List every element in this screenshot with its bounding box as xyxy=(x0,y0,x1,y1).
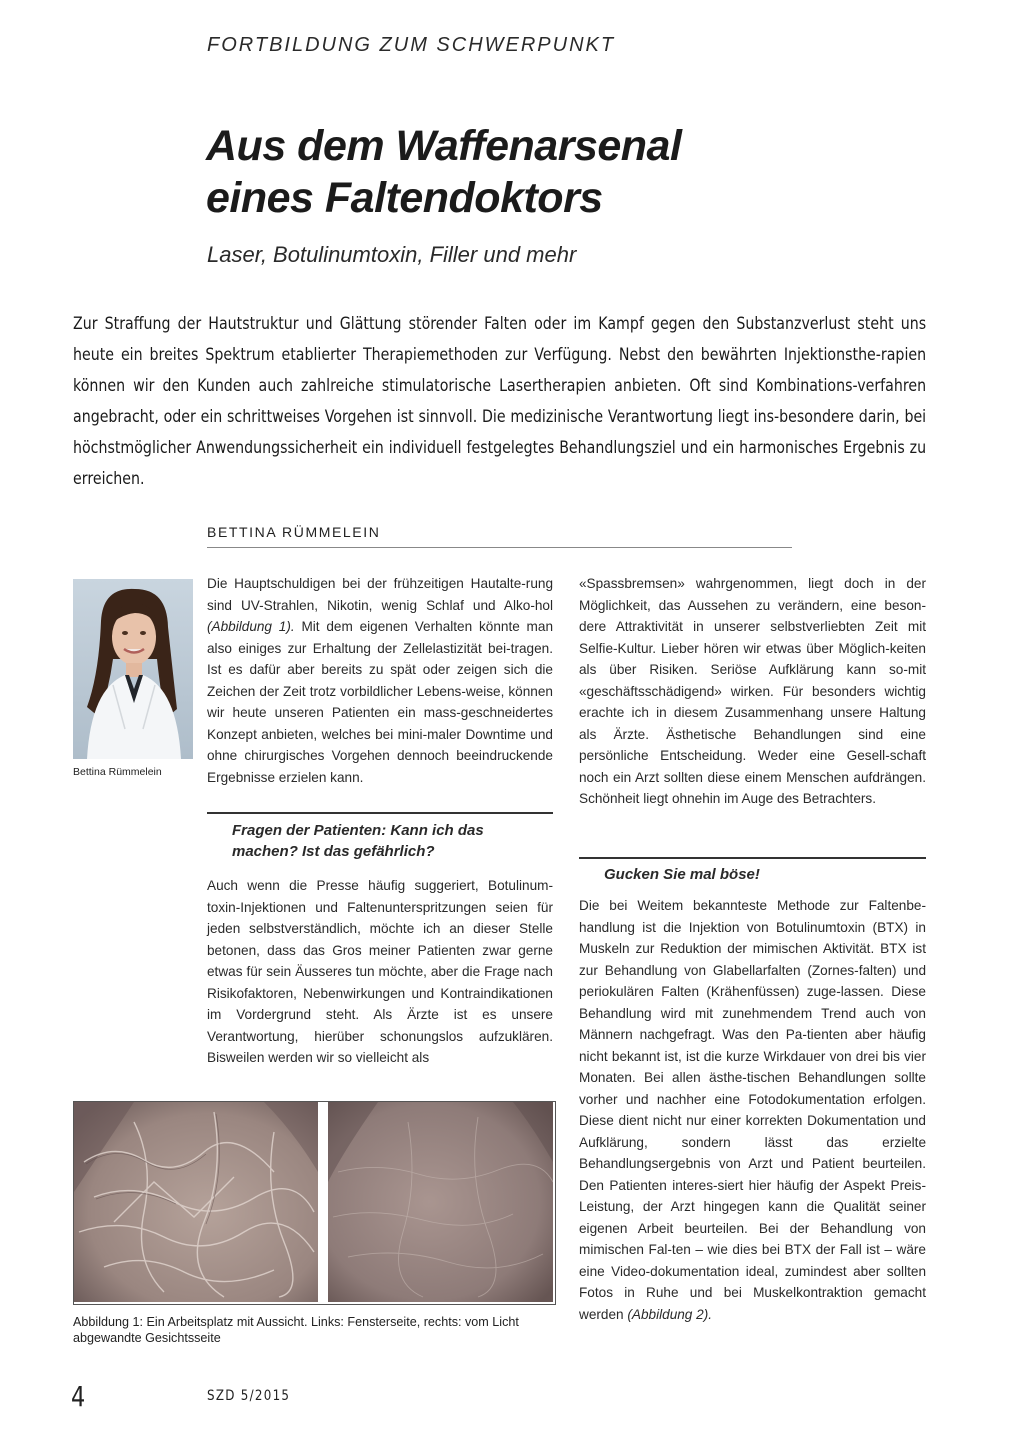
skin-texture-shaded-side-image xyxy=(328,1102,553,1302)
intro-paragraph xyxy=(207,573,553,788)
section-rule-1 xyxy=(207,812,553,814)
section-kicker: FORTBILDUNG ZUM SCHWERPUNKT xyxy=(207,34,616,56)
figure-1-right-skin-photo xyxy=(328,1102,553,1302)
column2-section xyxy=(579,895,926,1325)
column1-intro xyxy=(207,573,553,788)
byline-divider xyxy=(207,547,792,548)
article-title-line1: Aus dem Waffenarsenal xyxy=(206,122,682,170)
lead-paragraph: Zur Straffung der Hautstruktur und Glättung störender Falten oder im Kampf gegen den Substanzverlust steht uns heute ein breites Spektrum etablierter Therapiemethoden zur Verfügung. Nebst den bewährten Injektionsthe-rapien können wir den Kunden auch zahlreiche stimulatorische Lasertherapien anbieten. Oft sind Kombinations-verfahren angebracht, oder ein schrittweises Vorgehen ist sinnvoll. Die medizinische Verantwortung liegt ins-besondere darin, bei höchstmöglicher Anwendungssicherheit ein individuell festgelegtes Behandlungsziel und ein harmonisches Ergebnis zu erreichen. xyxy=(73,314,927,488)
column2-intro: «Spassbremsen» wahrgenommen, liegt doch in der Möglichkeit, das Aussehen zu verändern, eine beson-dere Attraktivität in unserer selbstverliebten Zeit mit Selfie-Kultur. Lieber hören wir etwas über Möglich-keiten als über Risiken. Seriöse Aufklärung kann so-mit «geschäftsschädigend» wirken. Für besonders wichtig erachte ich in diesem Zusammenhang unsere Haltung als Ärzte. Ästhetische Behandlungen sind eine persönliche Entscheidung. Weder eine Gesell-schaft noch ein Arzt sollten diese einem Menschen aufdrängen. Schönheit liegt ohnehin im Auge des Betrachters. xyxy=(579,576,926,806)
article-subtitle: Laser, Botulinumtoxin, Filler und mehr xyxy=(207,242,577,267)
page-number: 4 xyxy=(71,1380,86,1413)
author-photo xyxy=(73,579,193,759)
figure1-reference: (Abbildung 1). xyxy=(207,619,295,634)
skin-texture-window-side-image xyxy=(74,1102,318,1302)
subheading-frown: Gucken Sie mal böse! xyxy=(604,866,760,883)
author-portrait-image xyxy=(73,579,193,759)
column1-section: Auch wenn die Presse häufig suggeriert, Botulinum-toxin-Injektionen und Faltenunterspritzungen seien für jeden selbstverständlich, möchte ich an dieser Stelle betonen, dass das Gros meiner Patienten zwar gerne etwas für sein Äusseres tun möchte, aber die Frage nach Risikofaktoren, Nebenwirkungen und Kontraindikationen im Vordergrund steht. Als Ärzte ist es unsere Verantwortung, hierüber schonungslos aufzuklären. Bisweilen werden wir so vielleicht als xyxy=(207,878,553,1065)
subheading-patient-questions: Fragen der Patienten: Kann ich das machen? Ist das gefährlich? xyxy=(232,822,484,860)
section-rule-2 xyxy=(579,857,926,859)
intro-text-before: Die Hauptschuldigen bei der frühzeitigen Hautalte-rung sind UV-Strahlen, Nikotin, wenig Schlaf und Alko-hol xyxy=(207,576,553,613)
author-photo-caption: Bettina Rümmelein xyxy=(73,766,162,778)
article-title xyxy=(206,120,826,224)
journal-issue: SZD 5/2015 xyxy=(207,1388,291,1404)
author-byline: BETTINA RÜMMELEIN xyxy=(207,524,381,540)
btx-paragraph xyxy=(579,895,926,1325)
figure2-reference: (Abbildung 2). xyxy=(627,1306,713,1322)
figure-1-left-skin-photo xyxy=(74,1102,318,1302)
article-title-line2: eines Faltendoktors xyxy=(206,174,603,222)
intro-text-after: Mit dem eigenen Verhalten könnte man also einiges zur Erhaltung der Zellelastizität bei-tragen. Ist es dafür aber bereits zu spät oder zeigen sich die Zeichen der Zeit trotz vorbildlicher Lebens-weise, können wir heute unseren Patienten ein mass-geschneidertes Konzept anbieten, welches bei mini-maler Downtime und ohne chirurgisches Vorgehen dennoch beeindruckende Ergebnisse erzielen kann. xyxy=(207,619,554,785)
btx-text: Die bei Weitem bekannteste Methode zur Faltenbe-handlung ist die Injektion von Botulinumtoxin (BTX) in Muskeln zur Reduktion der mimischen Aktivität. BTX ist zur Behandlung von Glabellarfalten (Zornes-falten) und periokulären Falten (Krähenfüssen) zuge-lassen. Diese Behandlung wird mit zunehmendem Trend auch von Männern nachgefragt. Was den Pa-tienten aber häufig nicht bekannt ist, ist die kurze Wirkdauer von drei bis vier Monaten. Bei allen ästhe-tischen Behandlungen sollte vorher und nachher eine Fotodokumentation erfolgen. Diese dient nicht nur einer korrekten Dokumentation und Aufklärung, sondern lässt das erzielte Behandlungsergebnis von Arzt und Patient beurteilen. Den Patienten interes-siert hier häufig der Aspekt Preis-Leistung, der Arzt hingegen kann die Qualität seiner eigenen Arbeit beurteilen. Bei der Behandlung von mimischen Fal-ten – wie dies bei BTX der Fall ist – wäre eine Video-dokumentation ideal, zumindest aber sollten Fotos in Ruhe und bei Muskelkontraktion gemacht werden xyxy=(579,898,926,1322)
figure-1-caption: Abbildung 1: Ein Arbeitsplatz mit Aussicht. Links: Fensterseite, rechts: vom Licht abgewandte Gesichtsseite xyxy=(73,1315,519,1345)
